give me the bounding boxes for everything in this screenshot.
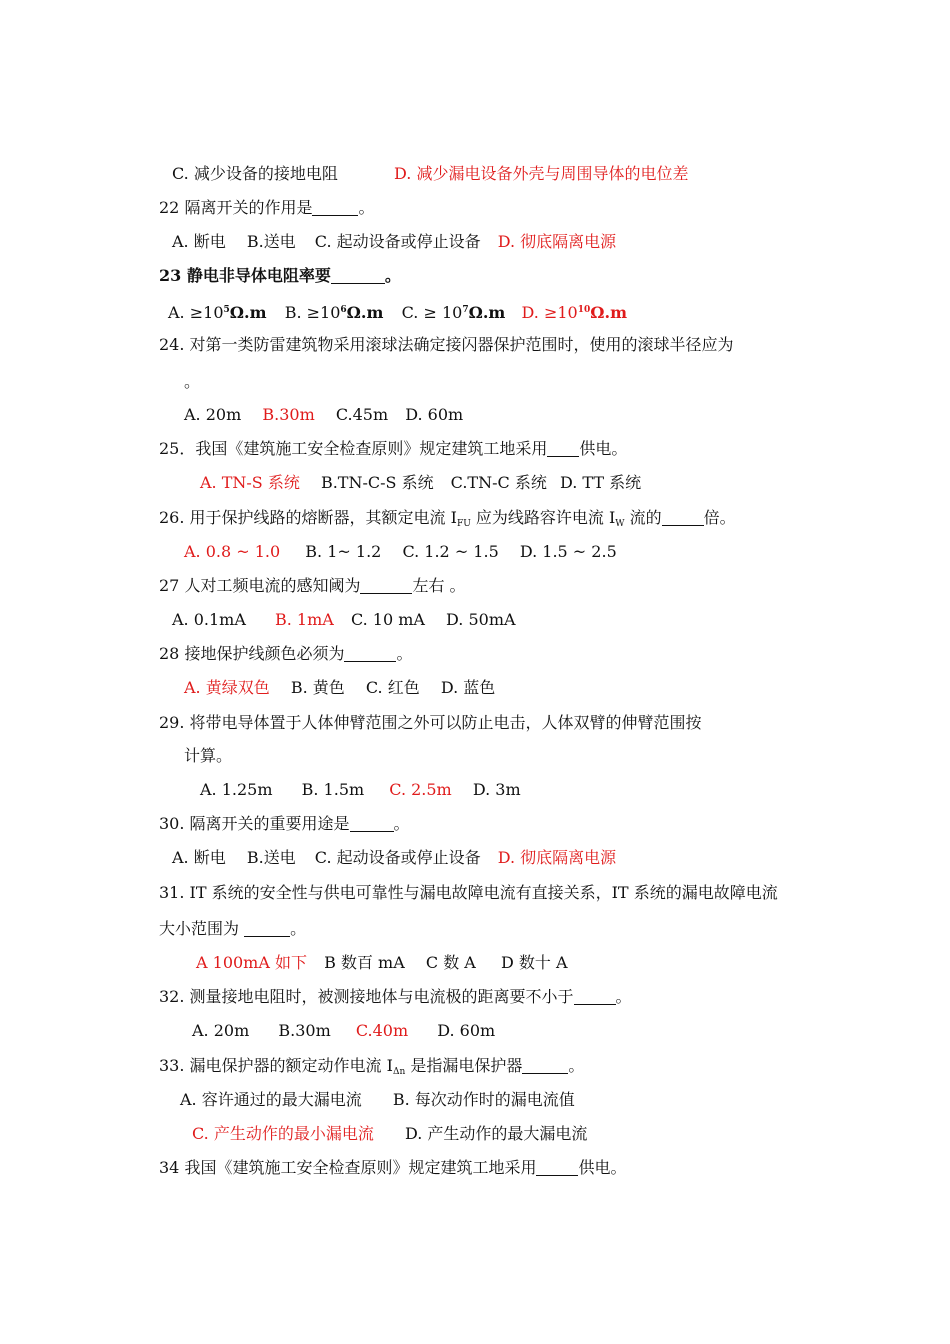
answer-c: C.40m — [355, 1021, 409, 1040]
answer-blank — [536, 1161, 578, 1176]
answer-blank — [344, 647, 396, 662]
question-34: 34 我国《建筑施工安全检查原则》规定建筑工地采用 供电。 — [159, 1158, 627, 1177]
question-29: 29. 将带电导体置于人体伸臂范围之外可以防止电击，人体双臂的伸臂范围按 — [159, 713, 702, 732]
answer-c: C. 产生动作的最小漏电流 — [192, 1124, 374, 1143]
options-29: A. 1.25m B. 1.5m C. 2.5m D. 3m — [200, 780, 521, 799]
answer-d: D. 彻底隔离电源 — [497, 848, 617, 867]
option-line — [172, 164, 688, 184]
answer-blank — [244, 922, 290, 937]
options-33-ab: A. 容许通过的最大漏电流 B. 每次动作时的漏电流值 — [180, 1090, 575, 1109]
question-31: 31. IT 系统的安全性与供电可靠性与漏电故障电流有直接关系，IT 系统的漏电故障电流 — [159, 883, 778, 902]
question-31-cont: 大小范围为 。 — [159, 919, 307, 938]
options-33-cd: C. 产生动作的最小漏电流 D. 产生动作的最大漏电流 — [192, 1124, 588, 1143]
options-28: A. 黄绿双色 B. 黄色 C. 红色 D. 蓝色 — [184, 678, 496, 697]
answer-b: B. 1mA — [275, 610, 334, 629]
question-25: 25．我国《建筑施工安全检查原则》规定建筑工地采用 供电。 — [159, 439, 628, 458]
options-26: A. 0.8 ~ 1.0 B. 1~ 1.2 C. 1.2 ~ 1.5 D. 1.5 ~ 2.5 — [184, 542, 617, 561]
options-31: A 100mA 如下 B 数百 mA C 数 A D 数十 A — [196, 953, 568, 972]
answer-a: A 100mA 如下 — [196, 953, 307, 972]
answer-a: A. 0.8 ~ 1.0 — [184, 542, 281, 561]
answer-a: A. 黄绿双色 — [184, 678, 270, 697]
options-22: A. 断电 B.送电 C. 起动设备或停止设备 D. 彻底隔离电源 — [172, 232, 617, 251]
question-26: 26. 用于保护线路的熔断器，其额定电流 $I_{FU}$ 应为线路容许电流 $I_W$ 流的 倍。 — [159, 508, 736, 529]
answer-b: B.30m — [262, 405, 315, 424]
answer-blank — [547, 442, 579, 457]
answer-blank — [574, 990, 616, 1005]
question-33: 33. 漏电保护器的额定动作电流 $I_{\Delta n}$ 是指漏电保护器 。 — [159, 1056, 585, 1077]
answer-blank — [331, 269, 385, 284]
options-32: A. 20m B.30m C.40m D. 60m — [192, 1021, 496, 1040]
options-25: A. TN-S 系统 B.TN-C-S 系统 C.TN-C 系统 D. TT 系统 — [200, 473, 642, 492]
question-24: 24. 对第一类防雷建筑物采用滚球法确定接闪器保护范围时，使用的滚球半径应为 — [159, 335, 734, 354]
answer-a: A. TN-S 系统 — [200, 473, 300, 492]
answer-c: C. 2.5m — [389, 780, 452, 799]
question-24-cont: 。 — [184, 372, 201, 391]
question-28: 28 接地保护线颜色必须为 。 — [159, 644, 413, 663]
question-29-cont: 计算。 — [184, 746, 233, 765]
question-30: 30. 隔离开关的重要用途是 。 — [159, 814, 410, 833]
question-27: 27 人对工频电流的感知阈为 左右 。 — [159, 576, 466, 595]
answer-blank — [350, 817, 394, 832]
answer-blank — [312, 201, 358, 216]
options-27: A. 0.1mA B. 1mA C. 10 mA D. 50mA — [172, 610, 516, 629]
answer-d: D. 彻底隔离电源 — [497, 232, 617, 251]
question-22: 22 隔离开关的作用是 。 — [159, 198, 375, 217]
answer-blank — [522, 1059, 568, 1074]
question-23: 23 静电非导体电阻率要 。 — [159, 266, 401, 285]
option-c: C. 减少设备的接地电阻 — [172, 164, 338, 183]
question-32: 32. 测量接地电阻时，被测接地体与电流极的距离要不小于 。 — [159, 987, 632, 1006]
answer-d: D. 减少漏电设备外壳与周围导体的电位差 — [394, 164, 689, 183]
options-24: A. 20m B.30m C.45m D. 60m — [184, 405, 464, 424]
answer-blank — [662, 511, 704, 526]
answer-blank — [360, 579, 412, 594]
answer-d: D. $\ge 10^{10}\Omega.m$ — [521, 303, 627, 322]
options-30: A. 断电 B.送电 C. 起动设备或停止设备 D. 彻底隔离电源 — [172, 848, 617, 867]
options-23: A. $\ge 10^5\Omega.m$ B. $\ge 10^6\Omega.m$ C. ≥ $10^7\Omega.m$ D. $\ge 10^{10}\Omega.m$ — [168, 303, 627, 322]
